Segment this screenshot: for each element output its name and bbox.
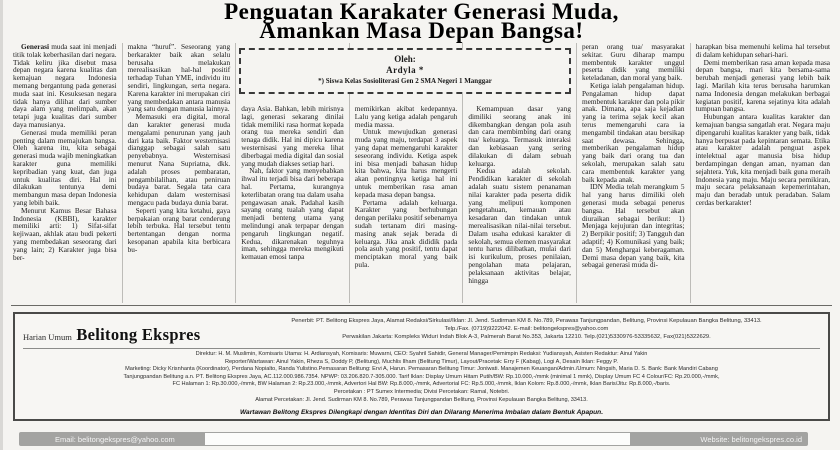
- article-paragraph: Pertama adalah keluarga. Karakter yang berhubungan dengan perilaku positif sebenarnya sudah tertanam diri masing-masing anak sejak berada di keluarga. Jika anak dididik pada pola asuh yang positif, tentu dapat menciptakan moral yang baik pula.: [354, 197, 458, 269]
- article-column: [122, 43, 236, 303]
- brand-name: Belitong Ekspres: [76, 325, 201, 344]
- article-paragraph: Kedua adalah sekolah. Pendidikan karakter di sekolah adalah suatu sistem penanaman nilai karakter pada peserta didik yang meliputi komponen pengetahuan, kemauan atau kesadaran dan tindakan untuk merealisasikan nilai-nilai tersebut. Dalam usaha edukasi karakter di sekolah, semua elemen masyarakat tentu harus dilibatkan, mulai dari isi kurikulum, proses penilaian, pengolahan mata pelajaran, pelaksanaan aktivitas belajar, hingga: [468, 166, 571, 285]
- publisher-line: Telp./Fax. (0719)9222042. E-mail: belitongekspres@yahoo.com: [444, 326, 609, 333]
- article-paragraph: Demi memberikan rasa aman kepada masa depan bangsa, mari kita bersama-sama berubah menjadi generasi yang lebih baik lagi. Marilah kita terus berusaha harumkan nama Indonesia dengan melakukan berbagai kegiatan positif, karena sejatinya kita adalah tumpuan bangsa.: [695, 57, 831, 114]
- article-paragraph: Seperti yang kita ketahui, gaya berpakaian orang barat cenderung lebih terbuka. Hal tersebut tentu bertentangan dengan norma kesopanan apabila kita berbicara bu-: [127, 205, 231, 254]
- bottom-bar-middle: [205, 432, 630, 446]
- byline-author-note: *) Siswa Kelas Sosioliterasi Gen 2 SMA Negeri 1 Manggar: [318, 77, 492, 85]
- article-paragraph: Nah, faktor yang menyebabkan ihwal itu terjadi bisa dari beberapa hal. Pertama, kurangnya keterlibatan orang tua dalam usaha pengawasan anak. Padahal kasih sayang orang tualah yang dapat menjadi benteng utama yang melindungi anak terpapar dengan pengaruh lingkungan negatif. Kedua, dikarenakan teguhnya iman, sehingga mereka mengikuti kemauan emosi tanpa: [241, 166, 344, 262]
- masthead-disclaimer: Wartawan Belitong Ekspres Dilengkapi dengan Identitas Diri dan Dilarang Menerima Imbalan dalam Bentuk Apapun.: [239, 409, 604, 417]
- staff-line: FC Halaman 1: Rp.30.000,-/mmk, BW Halaman 2: Rp.23.000,-/mmk, Advertori Hal BW: Rp.8.000,-/mmk, Advertorial FC: Rp.5.000,-/mmk, Iklan Kolom: Rp.8.000,-/mmk, Iklan Baris/Jitu: Rp.8.000,-/baris.: [172, 381, 671, 388]
- article-paragraph: memikirkan akibat kedepannya. Lalu yang ketiga adalah pengaruh media massa.: [354, 104, 458, 129]
- staff-line: Direktur: H. M. Muslimin, Komisaris Utama: H. Ardiansyah, Komisaris: Muwarni, CEO: Syahril Sahidir, General Manager/Pemimpin Redaksi: Yudiansyah, Asisten Redaktur: Ainul Yakin: [195, 351, 648, 357]
- article-paragraph: harapkan bisa memenuhi kelima hal tersebut di dalam kehidupan sehari-hari.: [695, 43, 831, 59]
- masthead-top: [23, 317, 820, 345]
- masthead-publisher-lines: [233, 317, 820, 342]
- article-body: [3, 40, 840, 303]
- masthead-box: [13, 312, 830, 421]
- website-label: Website: belitongekspres.co.id: [630, 432, 808, 446]
- article-paragraph: Ketiga ialah pengalaman hidup. Pengalaman hidup dapat membentuk karakter dan pola pikir anak. Dimana, apa saja kejadian yang ia terima sejak kecil akan terus memengaruhi cara ia mengambil tindakan atau bersikap saat dewasa. Sehingga, memberikan pengalaman hidup yang baik dari orang tua dan sekolah, merupakan salah satu cara membentuk karakter yang baik kepada anak.: [581, 80, 685, 184]
- email-label: Email: belitongekspres@yahoo.com: [19, 432, 205, 446]
- staff-line: Tanjungpandan Belitung a.n. PT. Belitong Ekspres Jaya, AC.112.000.986.7354. NPWP: 03.206.820.7-305.000. Tarif Iklan: Display Umum Hitam Putih/BW: Rp.10.000,-/mmk (minimal 1 mmk), Display Umum FC 4 Colour/FC: Rp.20.000,-/mmk,: [123, 373, 720, 380]
- paragraph-lead-word: Generasi: [21, 43, 52, 51]
- article-paragraph: Generasi muda saat ini menjadi titik tolak keberhasilan dari negara. Tidak keliru jika disebut masa depan negara karena kualitas dan kemajuan negara Indonesia memang bergantung pada generasi muda saat ini. Kesuksesan negara tidak hanya dilihat dari sumber daya alam yang melimpah, akan tetapi juga kualitas dari sumber daya manusianya.: [13, 43, 117, 129]
- bottom-contact-bar: [19, 432, 808, 446]
- staff-line: Alamat Percetakan: Jl. Jend. Sudirman KM 8. No.789, Perawas Tanjungpandan Belitung, Provinsi Kepulauan Bangka Belitung, 33413.: [255, 396, 588, 403]
- article-paragraph: Generasi muda memiliki peran penting dalam memajukan bangsa. Oleh karena itu, kita sebagai generasi muda wajib meningkatkan karakter guna memiliki kepribadian yang kuat, dan juga untuk kualitas diri. Hal ini dilakukan tentunya demi membangun masa depan Indonesia yang lebih baik.: [13, 127, 117, 207]
- publisher-line: Penerbit: PT. Belitong Ekspres Jaya, Alamat Redaksi/Sirkulasi/Iklan: Jl. Jend. Sudirman KM 8. No.789, Perawas Tanjungpandan, Belitung, Provinsi Kepulauan Bangka Belitung, 33413.: [291, 318, 762, 324]
- staff-line: Marketing: Dicky Krisnhanta (Koordinator), Perdana Nopialto, Randa Yulistino.Pemasaran Belitung: Ervi A, Harun. Pemasaran Belitung Timur: Joniwati. Manajemen Keuangan/Admin./Umum: Ningsih, Maria D. S. Bank: Bank Mandiri Cabang: [125, 366, 718, 373]
- article-paragraph: Menurut Kamus Besar Bahasa Indonesia (KBBI), karakter memiliki arti: 1) Sifat-sifat kejiwaan, akhlak atau budi pekerti yang membedakan seseorang dari yang lain; 2) Karakter juga bisa ber-: [13, 205, 117, 262]
- article-column: [576, 43, 690, 303]
- headline-line2: Amankan Masa Depan Bangsa!: [259, 17, 584, 43]
- article-paragraph: Kemampuan dasar yang dimiliki seorang anak ini dikembangkan dengan pola asuh dan cara membimbing dari orang tua/ keluarga. Termasuk interaksi dan kebiasaan yang sering dilakukan di dalam sebuah keluarga.: [468, 104, 571, 168]
- byline-oleh-label: Oleh:: [394, 54, 416, 64]
- masthead-divider: [23, 348, 820, 349]
- article-paragraph: peran orang tua/ masyarakat sekitar. Guru diharap mampu membentuk karakter unggul peserta didik yang memiliki keteladanan, dan moral yang baik.: [581, 43, 685, 83]
- staff-line: Reporter/Wartawan: Ainul Yakin, Rheza S, Doddy P, (Belitung), Muchlis Ilham (Belitung Timur), Layout/Pracetak: Erry F (Kabag), Logi A, Desain Iklan: Feggy P.: [225, 358, 618, 365]
- newspaper-logo: [23, 317, 233, 345]
- article-column: [8, 43, 122, 303]
- headline-line1: Penguatan Karakater Generasi Muda,: [224, 0, 619, 24]
- article-headline: [3, 0, 840, 43]
- article-column: [690, 43, 835, 303]
- masthead-staff-lines: [23, 351, 820, 404]
- staff-line: Percetakan : PT Sumex Intermedia; Divisi Percetakan: Ramal, Notebri.: [333, 388, 510, 395]
- article-paragraph: daya Asia. Bahkan, lebih mirisnya lagi, generasi sekarang dinilai tidak memiliki rasa hormat kepada orang tua mereka sendiri dan tenaga didik. Hal ini dipicu karena westernisasi yang mereka lihat diberbagai media digital dan sosial yang mudah diakses setiap hari.: [241, 104, 344, 168]
- publisher-line: Perwakilan Jakarta: Kompleks Widuri Indah Blok A-3, Palmerah Barat No.353, Jakarta 12210. Telp.(021)5330976-53335632, Fax(021)5322629.: [342, 334, 711, 341]
- byline-author: Ardyla *: [386, 65, 424, 75]
- article-paragraph: Untuk mewujudkan generasi muda yang maju, terdapat 3 aspek yang dapat memengaruhi karakter seseorang individu. Ketiga aspek ini bisa menjadi bahasan hidup kita bahwa, kita harus mengerti akan pentingnya ketiga hal ini untuk memberikan rasa aman kepada masa depan bangsa.: [354, 127, 458, 199]
- brand-small-text: Harian Umum: [23, 332, 72, 342]
- article-paragraph: makna “huruf”. Seseorang yang berkarakter baik akan selalu berusaha melakukan merealisasikan hal-hal positif terhadap Tuhan YME, individu itu sendiri, lingkungan, serta negara. Karena karakter ini merupakan ciri yang membedakan antara manusia yang satu dengan manusia lainnya.: [127, 43, 231, 114]
- article-paragraph: IDN Media telah merangkum 5 hal yang harus dimiliki oleh generasi muda sebagai penerus bangsa. Hal tersebut akan diuraikan sebagai berikut: 1) Menjaga kejujuran dan integritas; 2) Berpikir positif; 3) Tangguh dan adaptif; 4) Komunikasi yang baik; dan 5) Menghargai keberagaman. Demi masa depan yang baik, kita sebagai generasi muda di-: [581, 182, 685, 270]
- section-divider-line: [11, 305, 832, 306]
- article-paragraph: Memasuki era digital, moral dan karakter generasi muda mengalami penurunan yang jauh dari kata baik. Faktor westernisasi dianggap sebagai salah satu penyebabnya. Westernisasi menurut Nana Supriatna, dkk. adalah proses pembaratan, pengambilalihan, atau peniruan budaya barat. Segala tata cara kehidupan dalam westernisasi mengacu pada budaya dunia barat.: [127, 112, 231, 207]
- article-paragraph: Hubungan antara kualitas karakter dan kemajuan bangsa sangatlah erat. Negara maju dipengaruhi kualitas karakter yang baik, tidak hanya berpusat pada kepintaran semata. Etika atau karakter adalah penguat aspek intelektual agar manusia bisa hidup berdampingan dengan aman, nyaman dan sejahtera. Yuk, kita menjadi baik guna meraih Indonesia yang maju. Maju secara pemikiran, maju secara pelaksanaan kepemerintahan, maju dan beradab untuk peradaban. Salam cerdas berkarakter!: [695, 112, 831, 207]
- byline-box: [239, 48, 571, 94]
